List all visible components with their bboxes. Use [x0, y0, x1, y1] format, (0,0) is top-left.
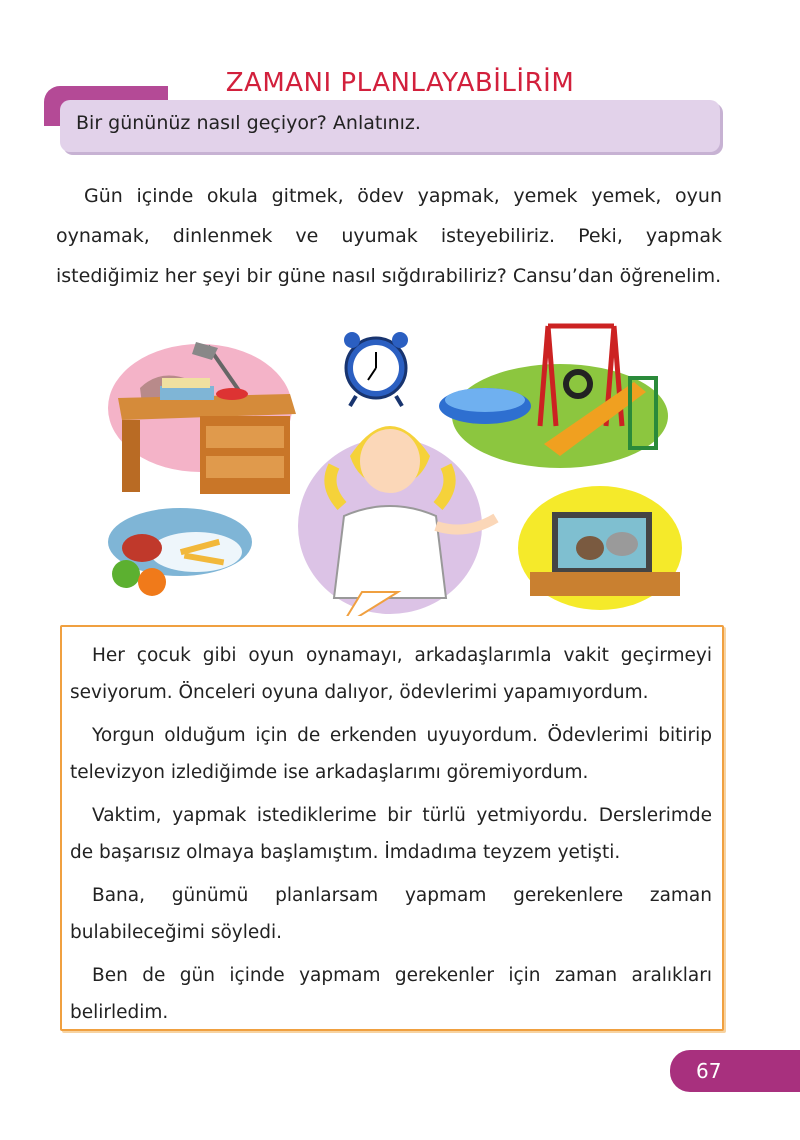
- story-paragraph: Bana, günümü planlarsam yapmam gerekenlere zaman bulabileceğimi söyledi.: [70, 885, 712, 943]
- illustration: [100, 316, 700, 616]
- page-number: 67: [696, 1059, 722, 1083]
- question-box: [60, 100, 720, 152]
- alarm-clock-icon: [344, 332, 408, 406]
- intro-paragraph: Gün içinde okula gitmek, ödev yapmak, yemek yemek, oyun oynamak, dinlenmek ve uyumak isteyebiliriz. Peki, yapmak istediğimiz her şeyi bir güne nasıl sığdırabiliriz? Cansu’dan öğrenelim.: [56, 185, 722, 287]
- food-icon: [108, 508, 252, 596]
- desk-icon: [108, 342, 296, 494]
- page-number-tab: [670, 1050, 800, 1092]
- girl-illustration: [298, 426, 496, 614]
- playground-icon: [439, 326, 668, 468]
- page-title: ZAMANI PLANLAYABİLİRİM: [225, 68, 575, 98]
- story-box: [60, 625, 724, 1031]
- story-paragraph: Vaktim, yapmak istediklerime bir türlü yetmiyordu. Derslerimde de başarısız olmaya başlamıştım. İmdadıma teyzem yetişti.: [70, 805, 712, 863]
- question-text: Bir gününüz nasıl geçiyor? Anlatınız.: [76, 112, 421, 134]
- story-paragraph: Ben de gün içinde yapmam gerekenler için zaman aralıkları belirledim.: [70, 965, 712, 1023]
- television-icon: [518, 486, 682, 610]
- story-paragraph: Her çocuk gibi oyun oynamayı, arkadaşlarımla vakit geçirmeyi seviyorum. Önceleri oyuna dalıyor, ödevlerimi yapamıyordum.: [70, 645, 712, 703]
- story-paragraph: Yorgun olduğum için de erkenden uyuyordum. Ödevlerimi bitirip televizyon izlediğimde ise arkadaşlarımı göremiyordum.: [70, 725, 712, 783]
